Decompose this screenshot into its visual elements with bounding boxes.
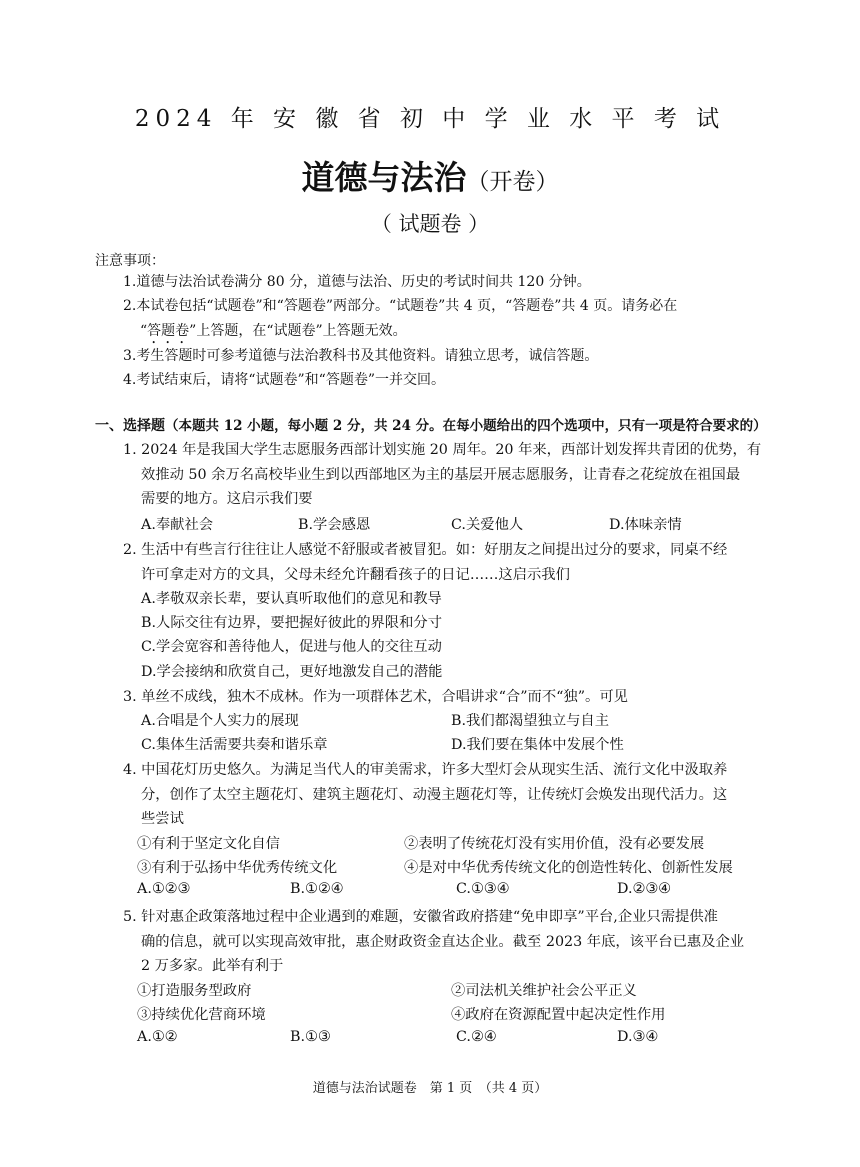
quote-open: “ (140, 323, 148, 339)
q2-line-2: 许可拿走对方的文具，父母未经允许翻看孩子的日记……这启示我们 (141, 566, 570, 583)
question-2 (123, 538, 773, 587)
section-heading (95, 414, 767, 435)
notice-item-1: 1.道德与法治试卷满分 80 分，道德与法治、历史的考试时间共 120 分钟。 (123, 274, 591, 290)
q5-option-c: C.②④ (456, 1029, 497, 1045)
q1-option-b: B.学会感恩 (298, 517, 371, 533)
subject-suffix: （开卷） (466, 169, 559, 195)
q3-option-d: D.我们要在集体中发展个性 (451, 737, 624, 753)
q4-line-2: 分，创作了太空主题花灯、建筑主题花灯、动漫主题花灯等，让传统灯会焕发出现代活力。这 (141, 786, 728, 803)
subject-line (0, 152, 860, 199)
emphasis-answer-sheet: 答题卷 (147, 323, 190, 339)
q3-option-a: A.合唱是个人实力的展现 (141, 713, 299, 729)
q5-option-a: A.①② (137, 1029, 178, 1045)
q5-option-d: D.③④ (617, 1029, 659, 1045)
subject-title: 道德与法治 (301, 158, 467, 197)
notice-item-3: 3.考生答题时可参考道德与法治教科书及其他资料。请独立思考，诚信答题。 (123, 348, 599, 364)
question-5 (123, 905, 773, 979)
q5-statement-2: ②司法机关维护社会公平正义 (451, 983, 637, 999)
q4-statement-2: ②表明了传统花灯没有实用价值，没有必要发展 (404, 836, 705, 852)
notice-item-4: 4.考试结束后，请将“试题卷”和“答题卷”一并交回。 (123, 372, 445, 388)
q2-option-a: A.孝敬双亲长辈，要认真听取他们的意见和教导 (141, 591, 442, 607)
exam-title: 2024 年 安 徽 省 初 中 学 业 水 平 考 试 (134, 106, 726, 132)
q1-option-a: A.奉献社会 (141, 517, 214, 533)
q5-option-b: B.①③ (290, 1029, 331, 1045)
page-footer: 道德与法治试题卷 第 1 页 （共 4 页） (312, 1081, 548, 1096)
q5-line-3: 2 万多家。此举有利于 (141, 958, 284, 974)
question-4 (123, 758, 773, 832)
q2-option-c: C.学会宽容和善待他人，促进与他人的交往互动 (141, 639, 442, 655)
q4-statement-4: ④是对中华优秀传统文化的创造性转化、创新性发展 (404, 860, 733, 876)
notice-item-2-cont (140, 320, 407, 347)
q5-line-1: 5. 针对惠企政策落地过程中企业遇到的难题，安徽省政府搭建“免申即享”平台,企业只需提供准 (123, 909, 718, 925)
section-hint: （本题共 12 小题，每小题 2 分，共 24 分。在每小题给出的四个选项中，只有一项是符合要求的） (165, 418, 767, 434)
q4-option-c: C.①③④ (456, 881, 510, 897)
q5-statement-4: ④政府在资源配置中起决定性作用 (451, 1007, 666, 1023)
q1-line-2: 效推动 50 余万名高校毕业生到以西部地区为主的基层开展志愿服务，让青春之花绽放在祖国最 (141, 466, 741, 483)
q3-option-b: B.我们都渴望独立与自主 (451, 713, 610, 729)
section-title: 一、选择题 (95, 418, 165, 434)
q4-option-d: D.②③④ (617, 881, 671, 897)
notice-title: 注意事项： (95, 253, 165, 269)
q5-statement-1: ①打造服务型政府 (137, 983, 252, 999)
q5-line-2: 确的信息，就可以实现高效审批，惠企财政资金直达企业。截至 2023 年底，该平台已惠及企业 (141, 933, 745, 950)
q4-option-a: A.①②③ (137, 881, 191, 897)
q4-line-3: 些尝试 (141, 811, 184, 827)
q4-statement-3: ③有利于弘扬中华优秀传统文化 (137, 860, 338, 876)
q1-option-c: C.关爱他人 (451, 517, 524, 533)
q3-option-c: C.集体生活需要共奏和谐乐章 (141, 737, 328, 753)
notice-item-2: 2.本试卷包括“试题卷”和“答题卷”两部分。“试题卷”共 4 页，“答题卷”共 4 页。请务必在 (123, 298, 678, 314)
notice-item-2-rest: ”上答题，在“试题卷”上答题无效。 (189, 323, 407, 339)
q1-line-1: 1. 2024 年是我国大学生志愿服务西部计划实施 20 周年。20 年来，西部计划发挥共青团的优势，有 (123, 442, 762, 458)
q1-line-3: 需要的地方。这启示我们要 (141, 491, 313, 507)
q1-option-d: D.体味亲情 (609, 517, 682, 533)
q4-statement-1: ①有利于坚定文化自信 (137, 836, 280, 852)
q2-option-d: D.学会接纳和欣赏自己，更好地激发自己的潜能 (141, 664, 443, 680)
q3-line-1: 3. 单丝不成线，独木不成林。作为一项群体艺术，合唱讲求“合”而不“独”。可见 (123, 689, 628, 705)
q2-option-b: B.人际交往有边界，要把握好彼此的界限和分寸 (141, 615, 442, 631)
question-1 (123, 438, 773, 512)
q2-line-1: 2. 生活中有些言行往往让人感觉不舒服或者被冒犯。如：好朋友之间提出过分的要求，同桌不经 (123, 542, 728, 558)
q4-option-b: B.①②④ (290, 881, 344, 897)
question-3 (123, 685, 773, 710)
q4-line-1: 4. 中国花灯历史悠久。为满足当代人的审美需求，许多大型灯会从现实生活、流行文化中汲取养 (123, 762, 728, 778)
q5-statement-3: ③持续优化营商环境 (137, 1007, 266, 1023)
paper-type: （ 试题卷 ） (370, 212, 490, 236)
